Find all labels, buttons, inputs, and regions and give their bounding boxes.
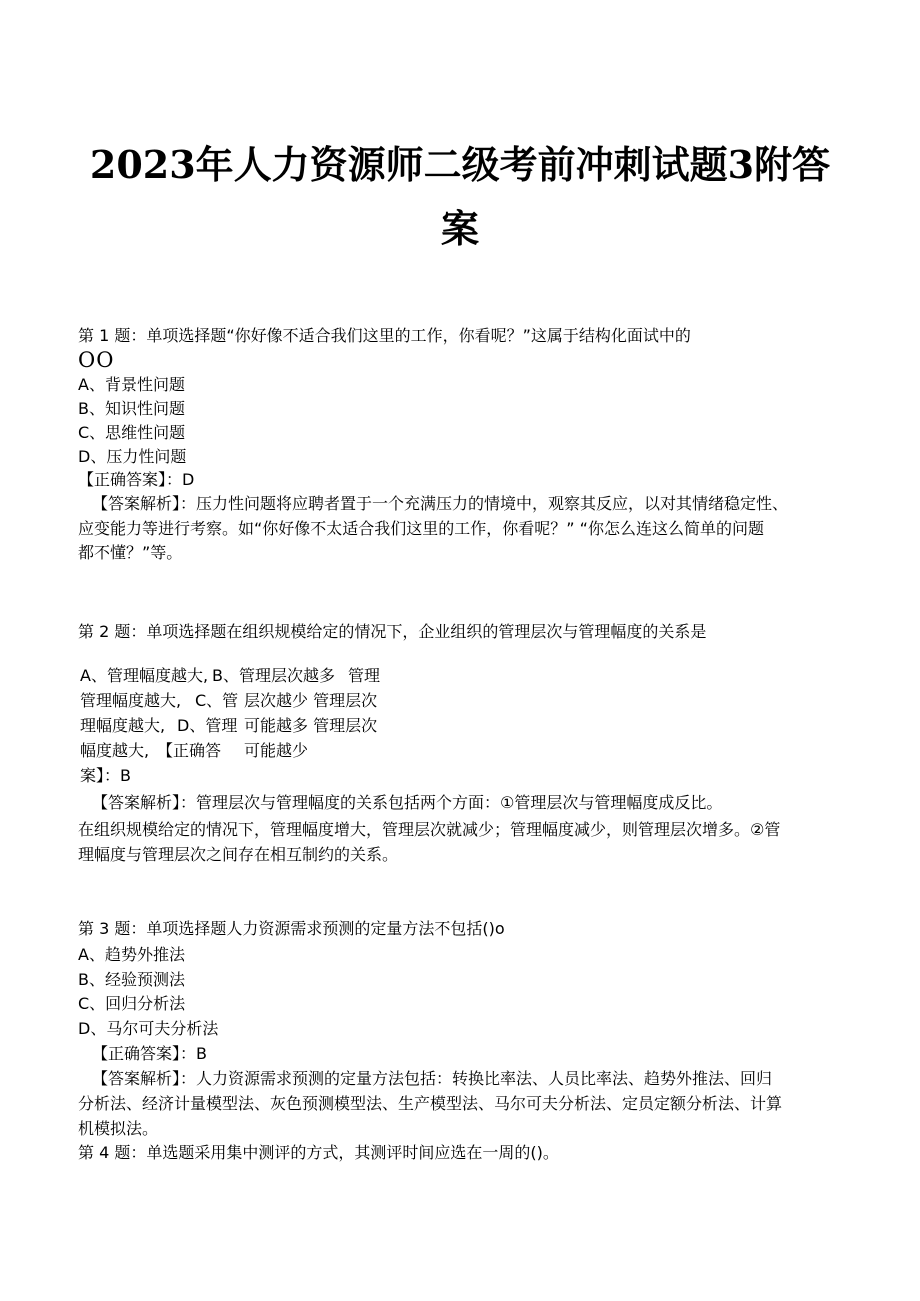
document-title-line-1: 2023年人力资源师二级考前冲刺试题3附答 [89,142,831,187]
question-3-analysis-line-1: 【答案解析】：人力资源需求预测的定量方法包括：转换比率法、人员比率法、趋势外推法、回归 [92,1069,773,1088]
question-4-stem: 第 4 题：单选题采用集中测评的方式，其测评时间应选在一周的()。 [78,1143,559,1162]
question-1-blank: OO [78,348,115,372]
question-3-analysis-line-3: 机模拟法。 [78,1119,159,1138]
question-2-answer: 案】：B [80,766,131,785]
question-2-analysis-line-1: 【答案解析】：管理层次与管理幅度的关系包括两个方面：①管理层次与管理幅度成反比。 [92,793,723,812]
question-2-col3-row-3: 可能越多 管理层次 [244,716,378,735]
question-2-col3-row-2: 层次越少 管理层次 [244,691,378,710]
question-2-col2-row-1: B、管理层次越多 [212,666,335,685]
question-3-option-d: D、马尔可夫分析法 [78,1019,219,1038]
question-1-analysis-line-1: 【答案解析】：压力性问题将应聘者置于一个充满压力的情境中，观察其反应，以对其情绪稳定性、 [92,494,789,513]
question-1-stem: 第 1 题：单项选择题“你好像不适合我们这里的工作，你看呢？”这属于结构化面试中的 [78,326,691,345]
question-1-option-b: B、知识性问题 [78,399,185,418]
question-2-col1-row-2: 管理幅度越大, [80,691,182,710]
question-2-analysis-line-2: 在组织规模给定的情况下，管理幅度增大，管理层次就减少；管理幅度减少，则管理层次增多。②管 [78,820,781,839]
question-1-option-a: A、背景性问题 [78,375,185,394]
question-2-col1-row-1: A、管理幅度越大, [80,666,209,685]
question-3-option-a: A、趋势外推法 [78,945,185,964]
question-3-stem: 第 3 题：单项选择题人力资源需求预测的定量方法不包括()o [78,919,505,938]
question-2-col2-row-4: 【正确答 [157,741,222,760]
document-title-line-2: 案 [440,206,479,251]
question-3-option-b: B、经验预测法 [78,970,185,989]
question-2-col1-row-3: 理幅度越大, [80,716,166,735]
question-3-analysis-line-2: 分析法、经济计量模型法、灰色预测模型法、生产模型法、马尔可夫分析法、定员定额分析法、计算 [78,1094,783,1113]
question-2-col3-row-1: 管理 [348,666,381,685]
question-1-option-c: C、思维性问题 [78,423,186,442]
question-1-option-d: D、压力性问题 [78,447,187,466]
question-2-col3-row-4: 可能越少 [244,741,309,760]
question-3-option-c: C、回归分析法 [78,994,186,1013]
question-2-analysis-line-3: 理幅度与管理层次之间存在相互制约的关系。 [78,845,399,864]
question-1-answer: 【正确答案】：D [78,470,195,489]
question-2-col2-row-2: C、管 [195,691,239,710]
question-1-analysis-line-3: 都不懂？”等。 [78,543,183,562]
question-2-col2-row-3: D、管理 [177,716,238,735]
question-3-answer: 【正确答案】：B [92,1044,207,1063]
question-1-analysis-line-2: 应变能力等进行考察。如“你好像不太适合我们这里的工作，你看呢？” “你怎么连这么简单的问题 [78,519,764,538]
question-2-col1-row-4: 幅度越大, [80,741,150,760]
question-2-stem: 第 2 题：单项选择题在组织规模给定的情况下，企业组织的管理层次与管理幅度的关系是 [78,622,707,641]
